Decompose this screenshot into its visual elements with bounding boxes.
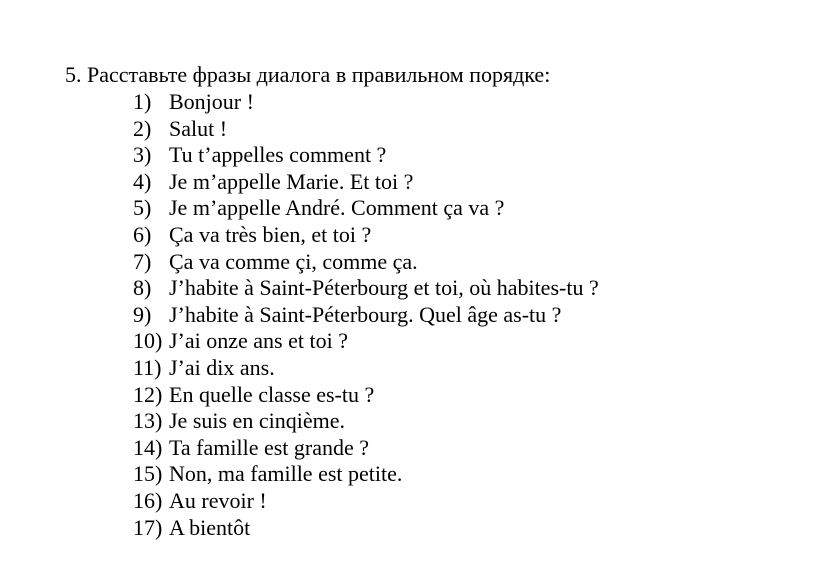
list-item — [133, 222, 599, 249]
item-text: Je m’appelle André. Comment ça va ? — [169, 195, 505, 221]
list-item — [133, 461, 599, 488]
item-text: J’habite à Saint-Péterbourg et toi, où habites-tu ? — [169, 275, 599, 301]
list-item — [133, 275, 599, 302]
list-item — [133, 435, 599, 462]
item-number: 12) — [133, 381, 163, 407]
list-item — [133, 169, 599, 196]
list-item — [133, 89, 599, 116]
item-text: J’ai onze ans et toi ? — [169, 328, 348, 354]
item-text: Ça va très bien, et toi ? — [169, 221, 372, 247]
item-number: 16) — [133, 487, 163, 513]
item-text: J’ai dix ans. — [169, 354, 275, 380]
item-text: En quelle classe es-tu ? — [169, 381, 375, 407]
item-number: 14) — [133, 434, 163, 460]
list-item — [133, 488, 599, 515]
item-text: Je suis en cinqième. — [169, 408, 345, 434]
item-number: 8) — [133, 275, 152, 301]
item-text: Je m’appelle Marie. Et toi ? — [169, 168, 414, 194]
phrase-list — [133, 89, 599, 541]
item-number: 10) — [133, 328, 163, 354]
list-item — [133, 408, 599, 435]
item-text: Ta famille est grande ? — [169, 434, 370, 460]
item-text: Bonjour ! — [169, 89, 254, 114]
list-item — [133, 249, 599, 276]
item-number: 11) — [133, 354, 162, 380]
item-number: 5) — [133, 195, 152, 221]
item-text: Au revoir ! — [169, 487, 267, 513]
item-text: A bientôt — [169, 514, 251, 540]
item-number: 1) — [133, 89, 152, 114]
item-number: 6) — [133, 221, 152, 247]
item-number: 7) — [133, 248, 152, 274]
item-number: 13) — [133, 408, 163, 434]
list-item — [133, 302, 599, 329]
item-text: Ça va comme çi, comme ça. — [169, 248, 418, 274]
item-number: 4) — [133, 168, 152, 194]
item-text: Salut ! — [169, 115, 228, 141]
item-number: 15) — [133, 461, 163, 487]
item-number: 9) — [133, 301, 152, 327]
list-item — [133, 142, 599, 169]
list-item — [133, 116, 599, 143]
item-text: J’habite à Saint-Péterbourg. Quel âge as-tu ? — [169, 301, 562, 327]
list-item — [133, 355, 599, 382]
task-title: 5. Расставьте фразы диалога в правильном порядке: — [65, 62, 551, 87]
item-number: 3) — [133, 142, 152, 168]
item-number: 17) — [133, 514, 163, 540]
item-text: Tu t’appelles comment ? — [169, 142, 387, 168]
list-item — [133, 515, 599, 542]
list-item — [133, 382, 599, 409]
list-item — [133, 328, 599, 355]
item-text: Non, ma famille est petite. — [169, 461, 403, 487]
list-item — [133, 195, 599, 222]
item-number: 2) — [133, 115, 152, 141]
